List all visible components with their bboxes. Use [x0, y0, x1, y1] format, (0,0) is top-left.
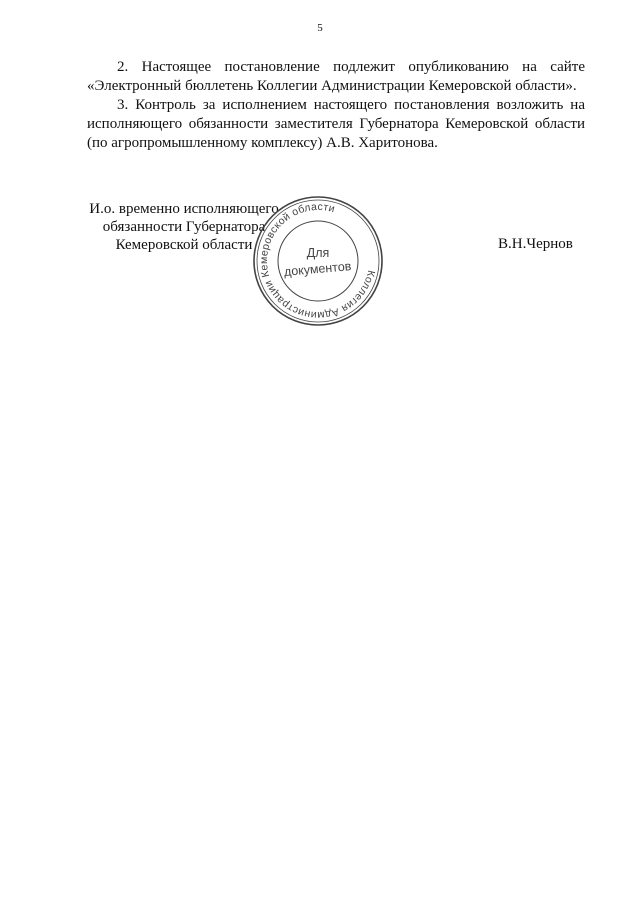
seal-ring-text: Коллегия Администрации Кемеровской области — [257, 200, 378, 322]
document-body — [87, 58, 585, 153]
seal-center-line1: Для — [306, 246, 330, 260]
seal-center-line2: документов — [283, 259, 352, 279]
page-number: 5 — [317, 22, 323, 34]
paragraph-publication: 2. Настоящее постановление подлежит опубликованию на сайте «Электронный бюллетень Коллегии Администрации Кемеровской области». — [87, 59, 585, 94]
signatory-name: В.Н.Чернов — [498, 236, 573, 252]
paragraph-control: 3. Контроль за исполнением настоящего постановления возложить на исполняющего обязанности заместителя Губернатора Кемеровской области (по агропромышленному комплексу) А.В. Харитонова. — [87, 97, 585, 151]
signatory-title-line: Кемеровской области — [115, 237, 253, 253]
signatory-title-line: обязанности Губернатора — [102, 219, 266, 235]
seal-graphic — [250, 193, 386, 329]
official-seal — [250, 193, 386, 329]
signatory-title-line: И.о. временно исполняющего — [89, 201, 279, 217]
